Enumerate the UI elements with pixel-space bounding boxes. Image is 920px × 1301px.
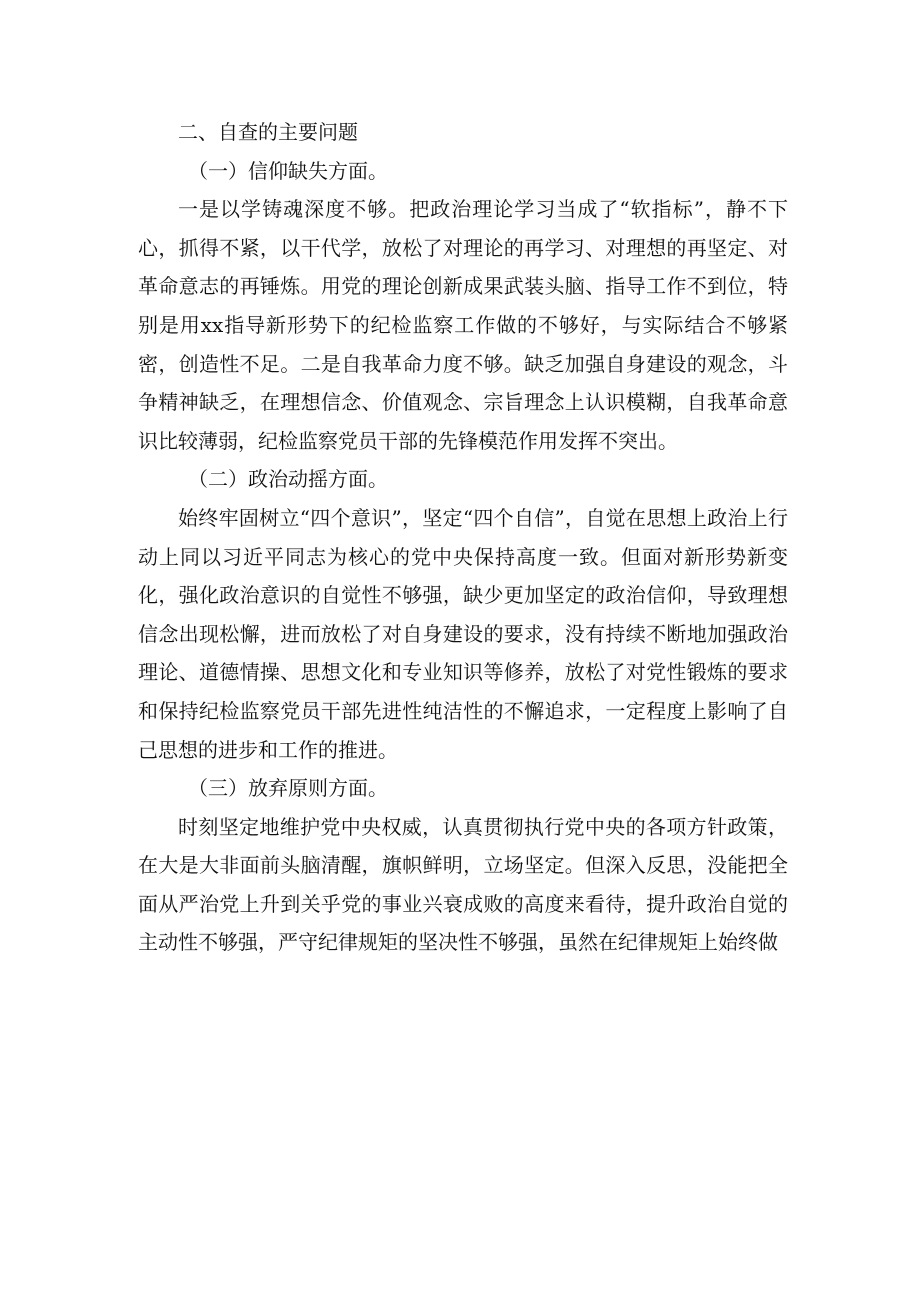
subheading-politics: （二）政治动摇方面。 bbox=[188, 467, 388, 492]
document-body bbox=[138, 113, 788, 962]
section-heading: 二、自查的主要问题 bbox=[178, 120, 358, 144]
paragraph-principles: 时刻坚定地维护党中央权威，认真贯彻执行党中央的各项方针政策，在大是大非面前头脑清醒，旗帜鲜明，立场坚定。但深入反思，没能把全面从严治党上升到关乎党的事业兴衰成败的高度来看待，提升政治自觉的主动性不够强，严守纪律规矩的坚决性不够强，虽然在纪律规矩上始终做 bbox=[138, 814, 788, 955]
paragraph-faith: 一是以学铸魂深度不够。把政治理论学习当成了“软指标”，静不下心，抓得不紧，以干代学，放松了对理论的再学习、对理想的再坚定、对革命意志的再锤炼。用党的理论创新成果武装头脑、指导工作不到位，特别是用xx指导新形势下的纪检监察工作做的不够好，与实际结合不够紧密，创造性不足。二是自我革命力度不够。缺乏加强自身建设的观念，斗争精神缺乏，在理想信念、价值观念、宗旨理念上认识模糊，自我革命意识比较薄弱，纪检监察党员干部的先锋模范作用发挥不突出。 bbox=[138, 197, 788, 453]
paragraph-politics: 始终牢固树立“四个意识”，坚定“四个自信”，自觉在思想上政治上行动上同以习近平同志为核心的党中央保持高度一致。但面对新形势新变化，强化政治意识的自觉性不够强，缺少更加坚定的政治信仰，导致理想信念出现松懈，进而放松了对自身建设的要求，没有持续不断地加强政治理论、道德情操、思想文化和专业知识等修养，放松了对党性锻炼的要求和保持纪检监察党员干部先进性纯洁性的不懈追求，一定程度上影响了自己思想的进步和工作的推进。 bbox=[138, 505, 788, 762]
subheading-principles: （三）放弃原则方面。 bbox=[188, 776, 388, 801]
subheading-faith: （一）信仰缺失方面。 bbox=[188, 158, 388, 183]
